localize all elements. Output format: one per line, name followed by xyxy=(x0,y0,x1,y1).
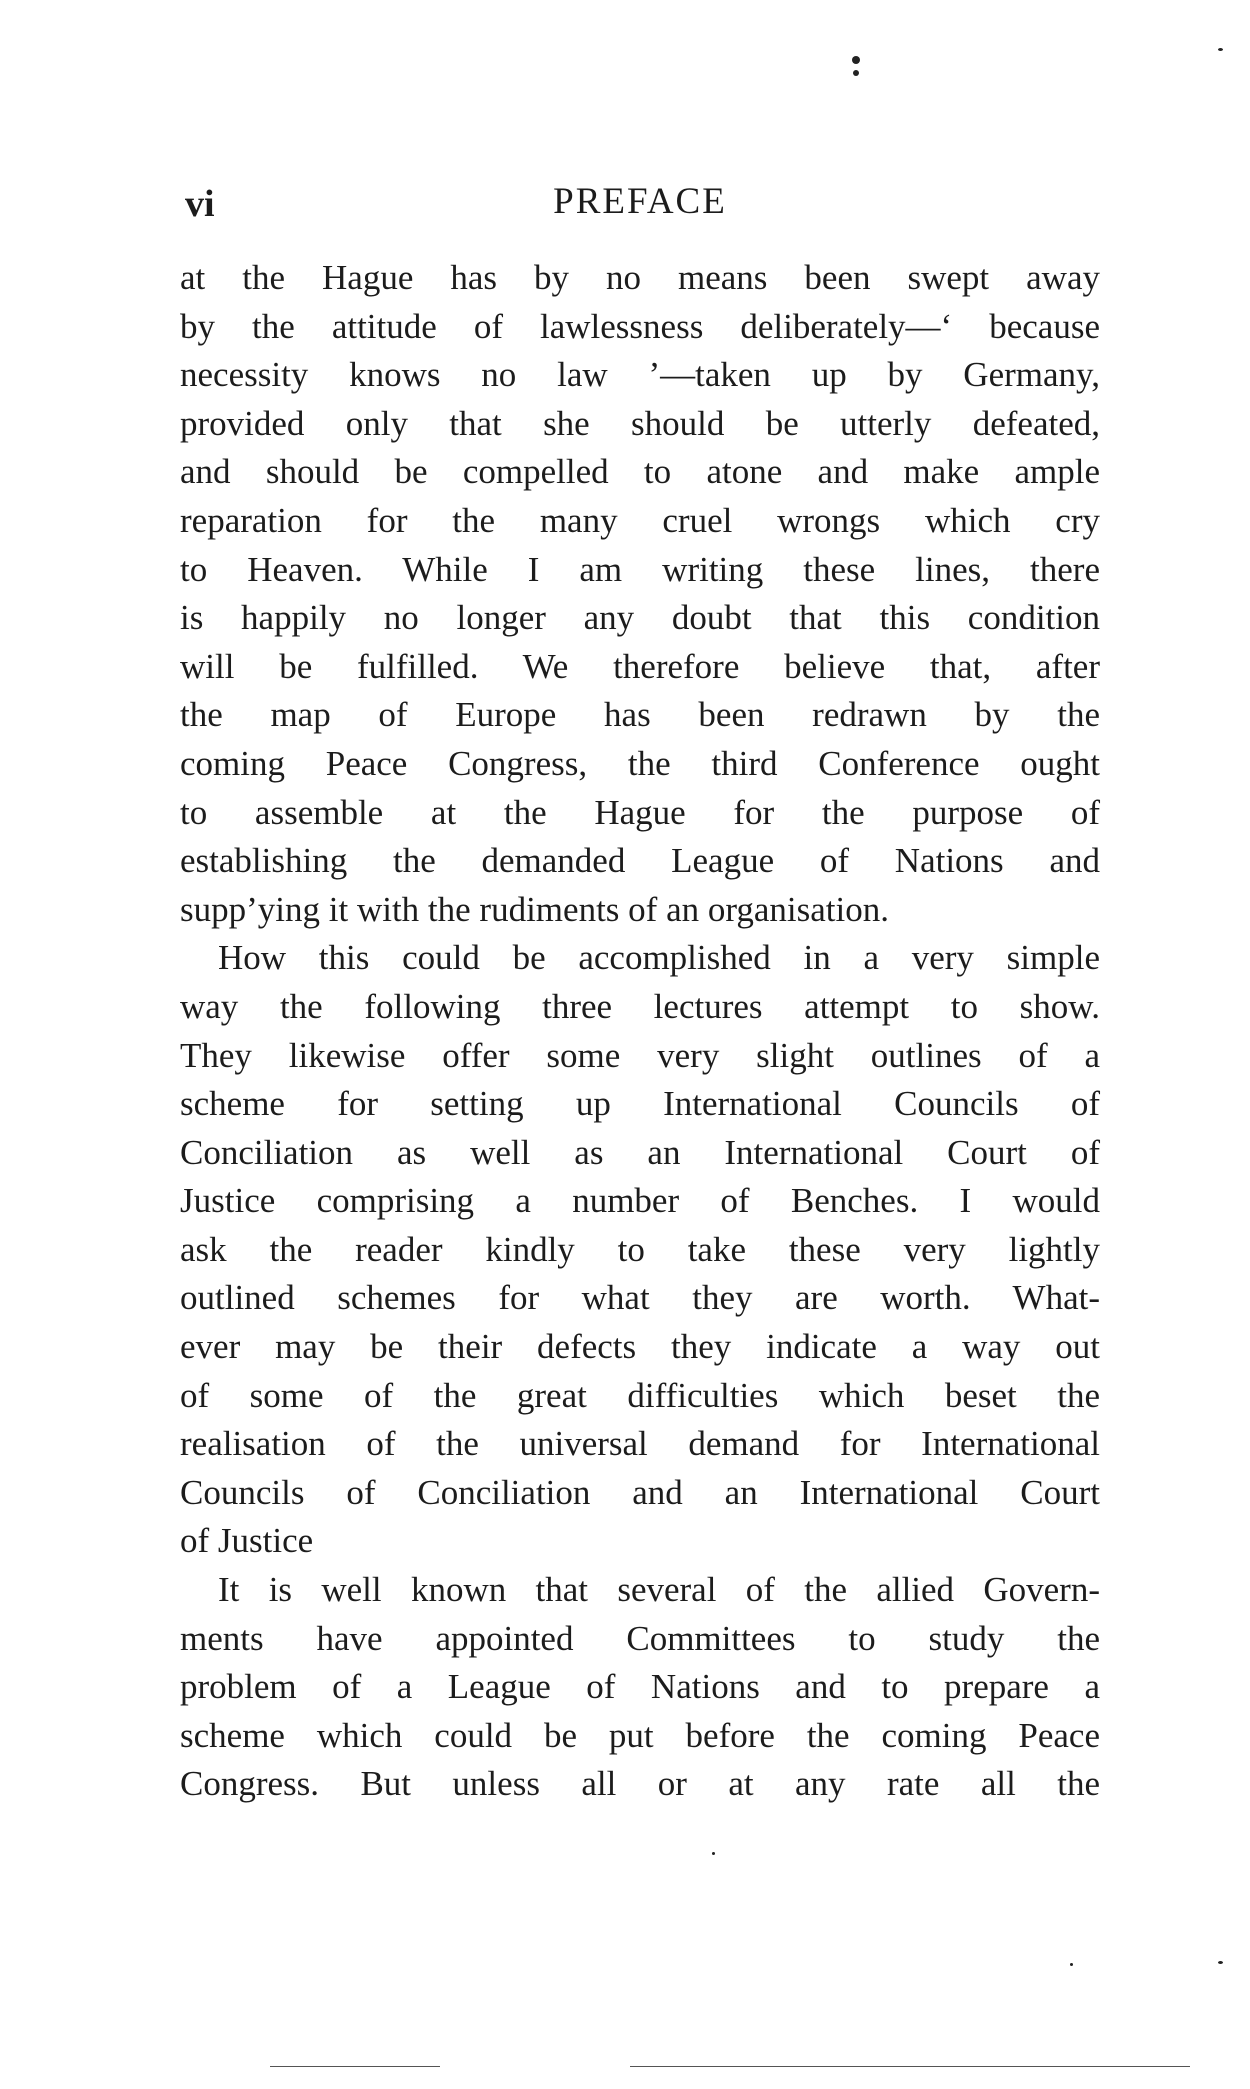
ink-speck xyxy=(1218,48,1223,51)
text-line: provided only that she should be utterly defeated, xyxy=(180,403,1100,443)
text-line: problem of a League of Nations and to prepare a xyxy=(180,1667,1100,1707)
text-line: of Justice xyxy=(180,1521,314,1561)
text-line: supp’ying it with the rudiments of an organisation. xyxy=(180,889,889,929)
text-line: to Heaven. While I am writing these lines, there xyxy=(180,549,1100,589)
text-line: establishing the demanded League of Nations and xyxy=(180,841,1100,881)
body-text xyxy=(180,254,1100,1809)
text-line: is happily no longer any doubt that this condition xyxy=(180,598,1100,638)
scan-edge-rule xyxy=(630,2066,1190,2067)
text-line: of some of the great difficulties which beset the xyxy=(180,1375,1100,1415)
text-line: They likewise offer some very slight outlines of a xyxy=(180,1035,1100,1075)
ink-speck xyxy=(1218,1961,1223,1964)
page-header xyxy=(180,174,1100,234)
text-line: coming Peace Congress, the third Conference ought xyxy=(180,743,1100,783)
text-line: outlined schemes for what they are worth. What- xyxy=(180,1278,1100,1318)
text-line: ask the reader kindly to take these very lightly xyxy=(180,1229,1100,1269)
text-line: necessity knows no law ’—taken up by Germany, xyxy=(180,355,1100,395)
text-line: at the Hague has by no means been swept away xyxy=(180,258,1100,297)
text-line: Conciliation as well as an International Court of xyxy=(180,1132,1100,1172)
text-line: to assemble at the Hague for the purpose of xyxy=(180,792,1100,832)
ink-speck xyxy=(853,70,859,76)
text-line: It is well known that several of the allied Govern- xyxy=(218,1570,1100,1610)
running-head-title: PREFACE xyxy=(553,181,727,222)
text-line: by the attitude of lawlessness deliberately—‘ because xyxy=(180,306,1100,346)
text-line: reparation for the many cruel wrongs which cry xyxy=(180,500,1100,540)
text-line: Congress. But unless all or at any rate all the xyxy=(180,1764,1100,1804)
ink-speck xyxy=(712,1852,715,1855)
text-line: way the following three lectures attempt to show. xyxy=(180,986,1100,1026)
text-line: How this could be accomplished in a very simple xyxy=(218,938,1100,978)
text-line: the map of Europe has been redrawn by the xyxy=(180,695,1100,735)
text-line: ever may be their defects they indicate a way out xyxy=(180,1327,1100,1367)
text-line: ments have appointed Committees to study the xyxy=(180,1618,1100,1658)
text-line: scheme which could be put before the coming Peace xyxy=(180,1715,1100,1755)
scan-edge-rule xyxy=(270,2066,440,2067)
ink-speck xyxy=(852,56,860,64)
ink-speck xyxy=(1070,1963,1073,1966)
text-line: realisation of the universal demand for International xyxy=(180,1424,1100,1464)
text-line: will be fulfilled. We therefore believe that, after xyxy=(180,646,1100,686)
text-line: Councils of Conciliation and an International Court xyxy=(180,1472,1100,1512)
page-number: vi xyxy=(185,183,215,225)
text-line: Justice comprising a number of Benches. I would xyxy=(180,1181,1100,1221)
text-line: and should be compelled to atone and make ample xyxy=(180,452,1100,492)
text-line: scheme for setting up International Councils of xyxy=(180,1084,1100,1124)
